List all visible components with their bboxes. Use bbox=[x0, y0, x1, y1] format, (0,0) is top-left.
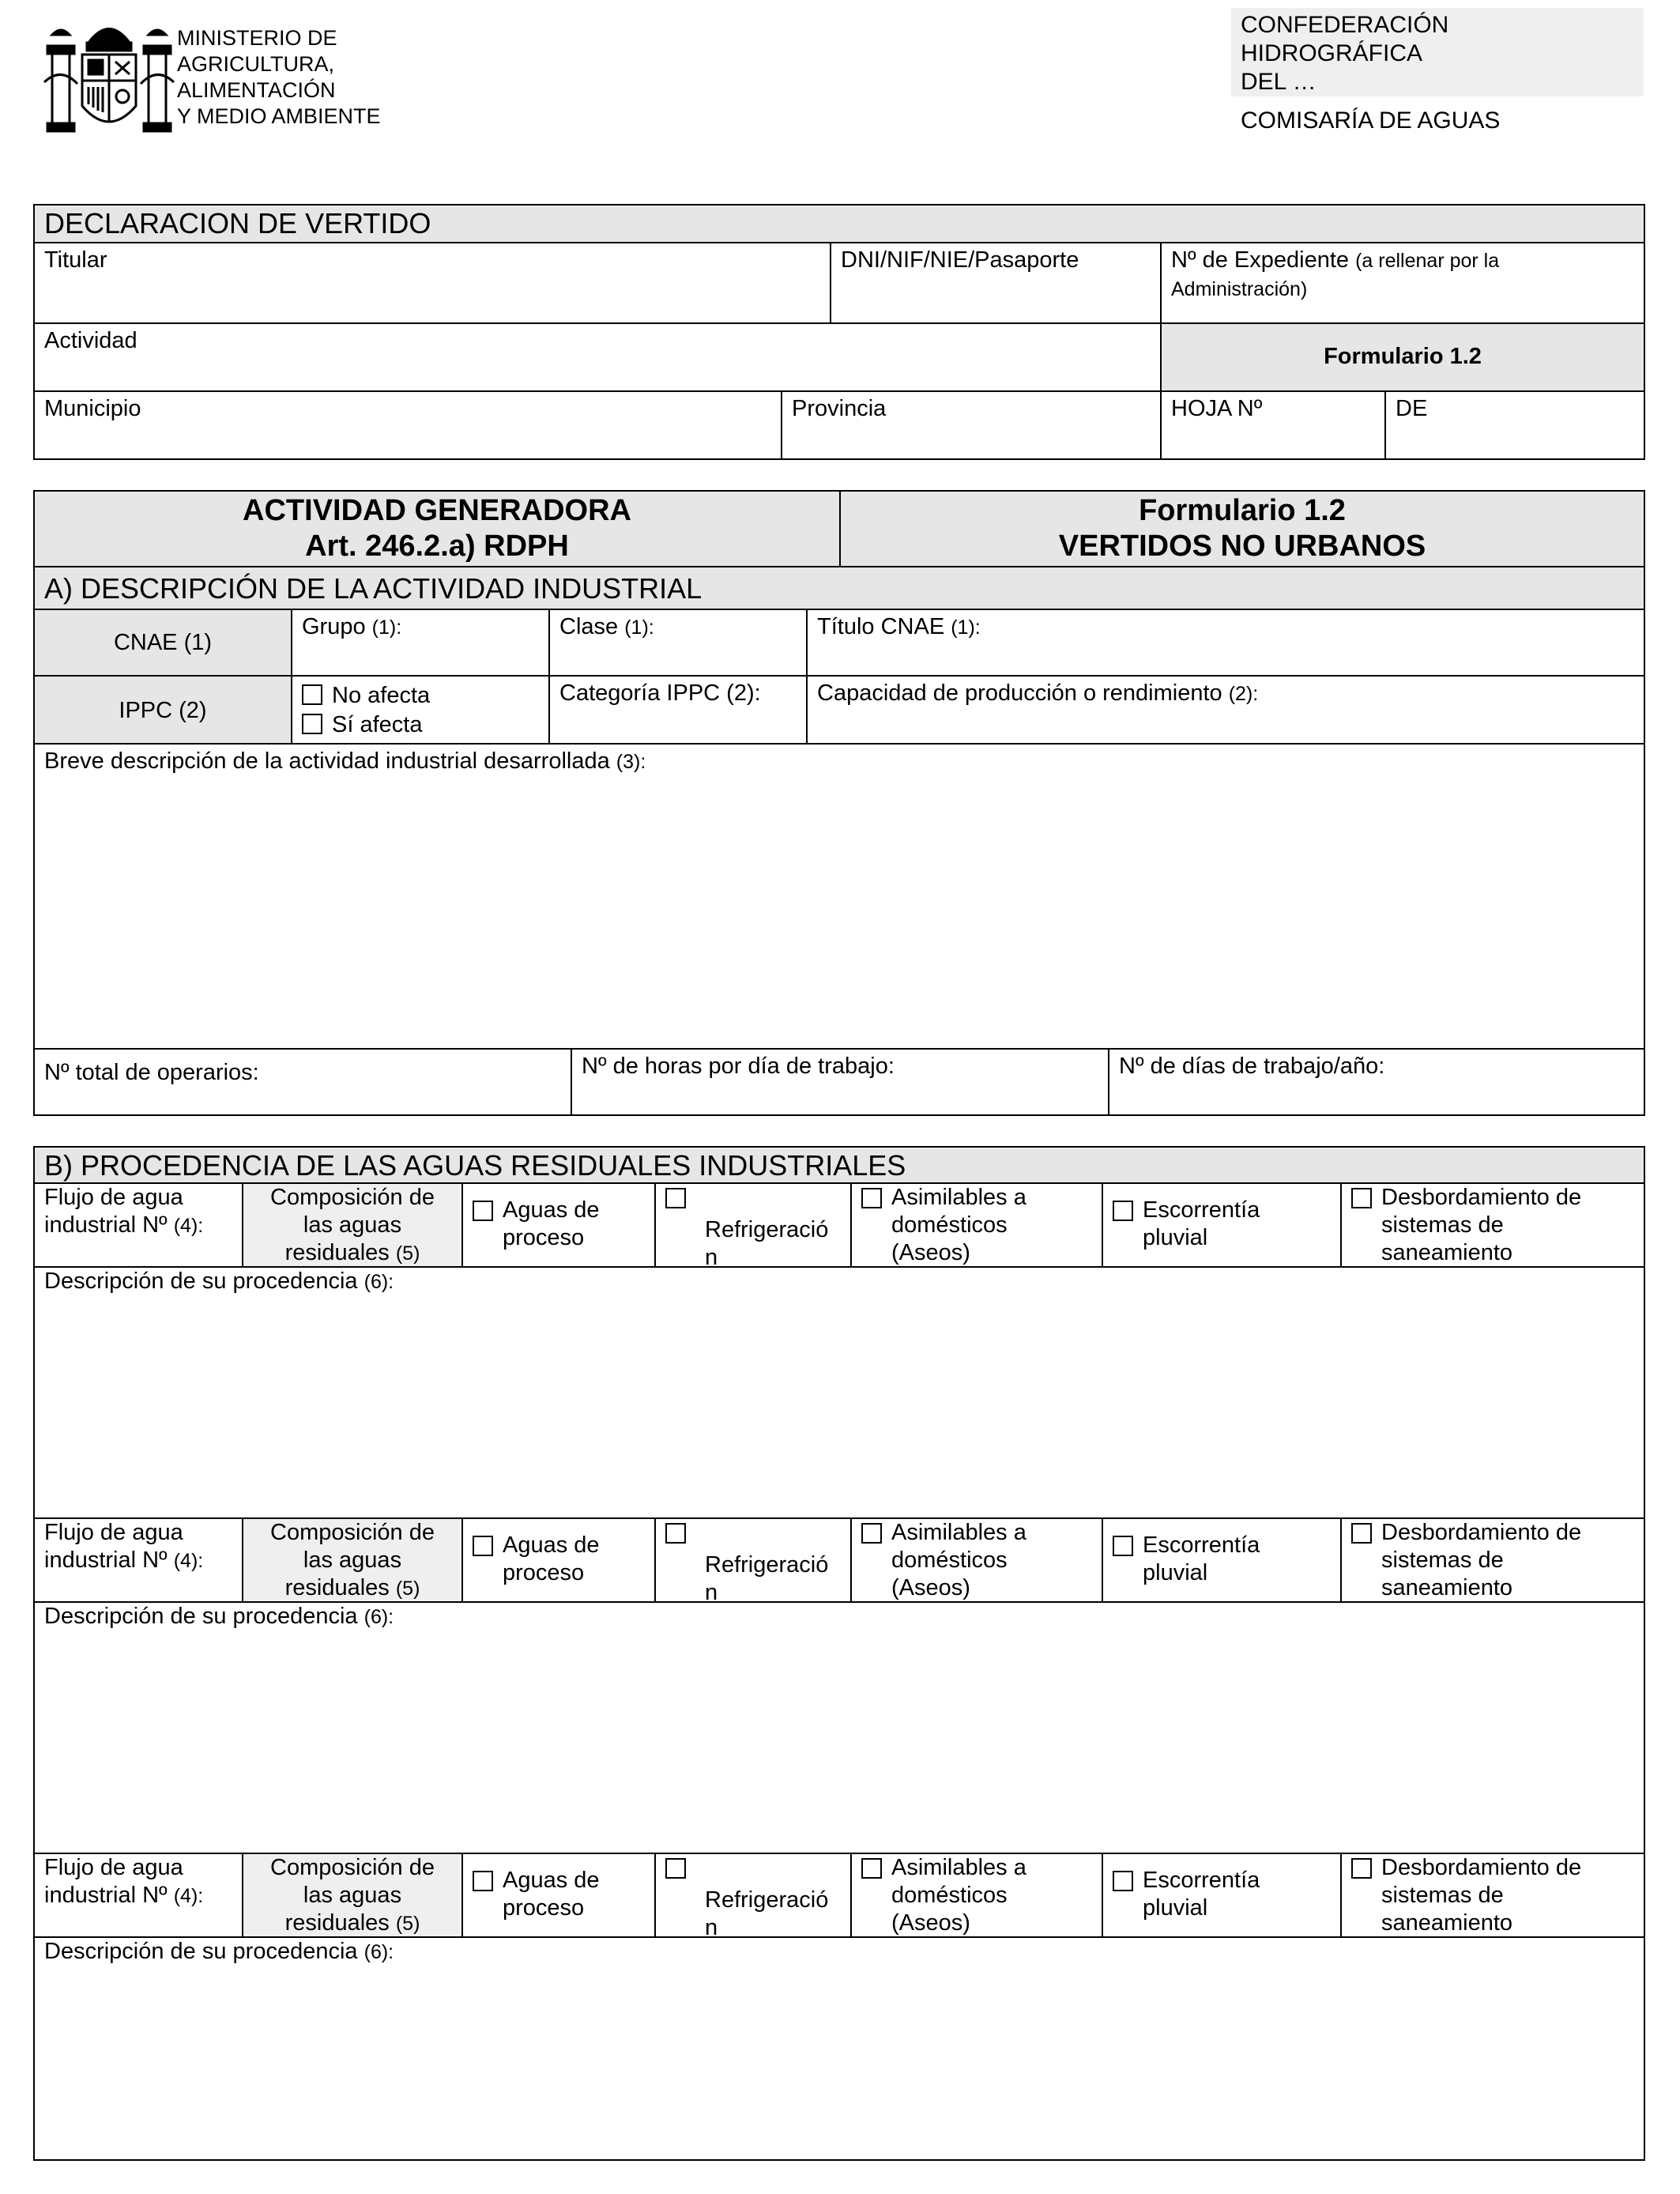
declaracion-title: DECLARACION DE VERTIDO bbox=[33, 204, 1645, 243]
escorrentia-option[interactable]: Escorrentía pluvial bbox=[1102, 1182, 1342, 1268]
seccion-b-title: B) PROCEDENCIA DE LAS AGUAS RESIDUALES INDUSTRIALES bbox=[33, 1146, 1645, 1184]
horas-field[interactable]: Nº de horas por día de trabajo: bbox=[571, 1048, 1109, 1116]
actividad-field[interactable]: Actividad bbox=[33, 322, 1162, 392]
aguas-proceso-option[interactable]: Aguas de proceso bbox=[461, 1182, 656, 1268]
dni-field[interactable]: DNI/NIF/NIE/Pasaporte bbox=[830, 242, 1162, 324]
confederacion-box: CONFEDERACIÓN HIDROGRÁFICA DEL … bbox=[1231, 8, 1644, 96]
aguas-proceso-checkbox[interactable] bbox=[473, 1201, 493, 1221]
provincia-field[interactable]: Provincia bbox=[781, 390, 1162, 460]
desbordamiento-checkbox[interactable] bbox=[1351, 1858, 1372, 1879]
escorrentia-checkbox[interactable] bbox=[1113, 1536, 1133, 1556]
municipio-field[interactable]: Municipio bbox=[33, 390, 782, 460]
titulo-cnae-field[interactable]: Título CNAE (1): bbox=[806, 609, 1645, 677]
desbordamiento-checkbox[interactable] bbox=[1351, 1523, 1372, 1544]
titular-field[interactable]: Titular bbox=[33, 242, 831, 324]
formulario-label: Formulario 1.2 bbox=[1160, 322, 1645, 392]
ippc-label: IPPC (2) bbox=[33, 675, 292, 745]
comisaria-label: COMISARÍA DE AGUAS bbox=[1241, 107, 1501, 134]
dias-field[interactable]: Nº de días de trabajo/año: bbox=[1108, 1048, 1645, 1116]
escorrentia-option[interactable]: Escorrentía pluvial bbox=[1102, 1517, 1342, 1603]
clase-field[interactable]: Clase (1): bbox=[548, 609, 808, 677]
composicion-label: Composición de las aguas residuales (5) bbox=[242, 1853, 463, 1938]
composicion-label: Composición de las aguas residuales (5) bbox=[242, 1517, 463, 1603]
grupo-field[interactable]: Grupo (1): bbox=[291, 609, 550, 677]
asimilables-option[interactable]: Asimilables a domésticos (Aseos) bbox=[850, 1517, 1103, 1603]
si-afecta-checkbox[interactable] bbox=[302, 714, 322, 734]
de-field[interactable]: DE bbox=[1384, 390, 1645, 460]
breve-descripcion-field[interactable]: Breve descripción de la actividad industrial desarrollada (3): bbox=[33, 743, 1645, 1050]
ippc-options bbox=[291, 675, 550, 745]
refrigeracion-option[interactable]: Refrigeració n bbox=[654, 1517, 852, 1603]
descripcion-procedencia-field[interactable]: Descripción de su procedencia (6): bbox=[33, 1266, 1645, 1522]
refrigeracion-checkbox[interactable] bbox=[665, 1858, 686, 1879]
refrigeracion-option[interactable]: Refrigeració n bbox=[654, 1182, 852, 1268]
refrigeracion-option[interactable]: Refrigeració n bbox=[654, 1853, 852, 1938]
refrigeracion-checkbox[interactable] bbox=[665, 1523, 686, 1544]
descripcion-procedencia-field[interactable]: Descripción de su procedencia (6): bbox=[33, 1601, 1645, 1857]
operarios-field[interactable]: Nº total de operarios: bbox=[33, 1048, 572, 1116]
asimilables-option[interactable]: Asimilables a domésticos (Aseos) bbox=[850, 1853, 1103, 1938]
desbordamiento-option[interactable]: Desbordamiento de sistemas de saneamiento bbox=[1340, 1853, 1645, 1938]
ministry-name: MINISTERIO DE AGRICULTURA, ALIMENTACIÓN Y MEDIO AMBIENTE bbox=[177, 26, 381, 128]
asimilables-checkbox[interactable] bbox=[861, 1858, 882, 1879]
asimilables-option[interactable]: Asimilables a domésticos (Aseos) bbox=[850, 1182, 1103, 1268]
refrigeracion-checkbox[interactable] bbox=[665, 1188, 686, 1208]
categoria-ippc-field[interactable]: Categoría IPPC (2): bbox=[548, 675, 808, 745]
hoja-field[interactable]: HOJA Nº bbox=[1160, 390, 1386, 460]
escorrentia-option[interactable]: Escorrentía pluvial bbox=[1102, 1853, 1342, 1938]
flujo-label[interactable]: Flujo de agua industrial Nº (4): bbox=[33, 1853, 243, 1938]
composicion-label: Composición de las aguas residuales (5) bbox=[242, 1182, 463, 1268]
flujo-label[interactable]: Flujo de agua industrial Nº (4): bbox=[33, 1517, 243, 1603]
coat-of-arms-icon bbox=[41, 11, 177, 141]
aguas-proceso-option[interactable]: Aguas de proceso bbox=[461, 1517, 656, 1603]
flujo-label[interactable]: Flujo de agua industrial Nº (4): bbox=[33, 1182, 243, 1268]
actividad-generadora-title: ACTIVIDAD GENERADORA Art. 246.2.a) RDPH bbox=[33, 490, 841, 567]
escorrentia-checkbox[interactable] bbox=[1113, 1871, 1133, 1891]
capacidad-field[interactable]: Capacidad de producción o rendimiento (2): bbox=[806, 675, 1645, 745]
escorrentia-checkbox[interactable] bbox=[1113, 1201, 1133, 1221]
aguas-proceso-checkbox[interactable] bbox=[473, 1536, 493, 1556]
asimilables-checkbox[interactable] bbox=[861, 1523, 882, 1544]
desbordamiento-checkbox[interactable] bbox=[1351, 1188, 1372, 1208]
no-afecta-option[interactable]: No afecta bbox=[302, 681, 539, 711]
seccion-a-title: A) DESCRIPCIÓN DE LA ACTIVIDAD INDUSTRIAL bbox=[33, 566, 1645, 610]
desbordamiento-option[interactable]: Desbordamiento de sistemas de saneamiento bbox=[1340, 1517, 1645, 1603]
expediente-field[interactable]: Nº de Expediente (a rellenar por la Administración) bbox=[1160, 242, 1645, 324]
asimilables-checkbox[interactable] bbox=[861, 1188, 882, 1208]
si-afecta-option[interactable]: Sí afecta bbox=[302, 711, 539, 740]
aguas-proceso-checkbox[interactable] bbox=[473, 1871, 493, 1891]
no-afecta-checkbox[interactable] bbox=[302, 684, 322, 705]
desbordamiento-option[interactable]: Desbordamiento de sistemas de saneamiento bbox=[1340, 1182, 1645, 1268]
aguas-proceso-option[interactable]: Aguas de proceso bbox=[461, 1853, 656, 1938]
cnae-label: CNAE (1) bbox=[33, 609, 292, 677]
formulario-vertidos-title: Formulario 1.2 VERTIDOS NO URBANOS bbox=[839, 490, 1645, 567]
descripcion-procedencia-field[interactable]: Descripción de su procedencia (6): bbox=[33, 1936, 1645, 2161]
